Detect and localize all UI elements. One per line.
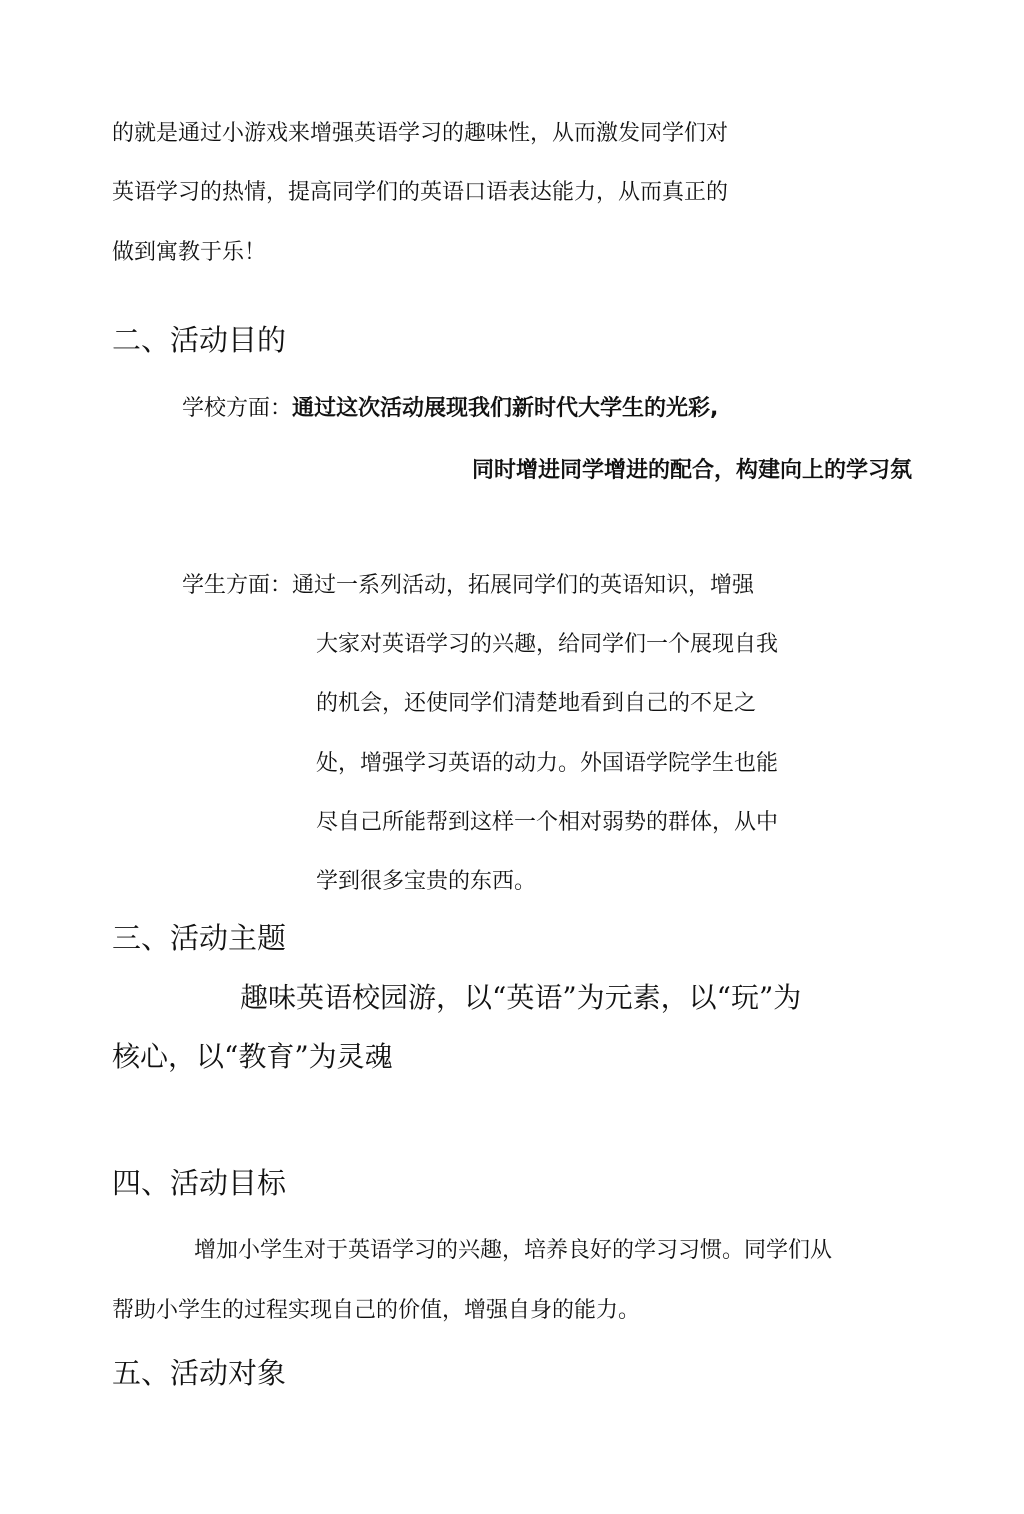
student-aspect-label: 学生方面： <box>182 573 293 598</box>
student-aspect-line-1: 通过一系列活动，拓展同学们的英语知识，增强 <box>292 573 755 598</box>
student-aspect-line-2: 大家对英语学习的兴趣，给同学们一个展现自我 <box>316 632 779 657</box>
section-heading-goals: 四、活动目标 <box>112 1166 287 1200</box>
intro-line-2: 英语学习的热情，提高同学们的英语口语表达能力，从而真正的 <box>112 180 729 205</box>
goals-line-2: 帮助小学生的过程实现自己的价值，增强自身的能力。 <box>112 1298 641 1323</box>
intro-line-3: 做到寓教于乐！ <box>112 240 267 265</box>
section-heading-audience: 五、活动对象 <box>112 1356 287 1390</box>
school-aspect-paragraph <box>182 398 718 420</box>
student-aspect-paragraph <box>182 575 754 597</box>
school-aspect-line-1: 通过这次活动展现我们新时代大学生的光彩, <box>292 396 719 421</box>
theme-line-2: 核心，以“教育”为灵魂 <box>112 1040 393 1073</box>
student-aspect-line-4: 处，增强学习英语的动力。外国语学院学生也能 <box>316 751 779 776</box>
student-aspect-line-5: 尽自己所能帮到这样一个相对弱势的群体，从中 <box>316 810 779 835</box>
school-aspect-label: 学校方面： <box>182 396 293 421</box>
goals-line-1: 增加小学生对于英语学习的兴趣，培养良好的学习习惯。同学们从 <box>194 1238 833 1263</box>
intro-line-1: 的就是通过小游戏来增强英语学习的趣味性，从而激发同学们对 <box>112 121 729 146</box>
theme-line-1: 趣味英语校园游，以“英语”为元素，以“玩”为 <box>240 981 802 1014</box>
student-aspect-line-6: 学到很多宝贵的东西。 <box>316 869 537 894</box>
school-aspect-line-2: 同时增进同学增进的配合，构建向上的学习氛 <box>471 458 912 483</box>
student-aspect-line-3: 的机会，还使同学们清楚地看到自己的不足之 <box>316 691 757 716</box>
section-heading-theme: 三、活动主题 <box>112 921 287 955</box>
section-heading-purpose: 二、活动目的 <box>112 323 287 357</box>
